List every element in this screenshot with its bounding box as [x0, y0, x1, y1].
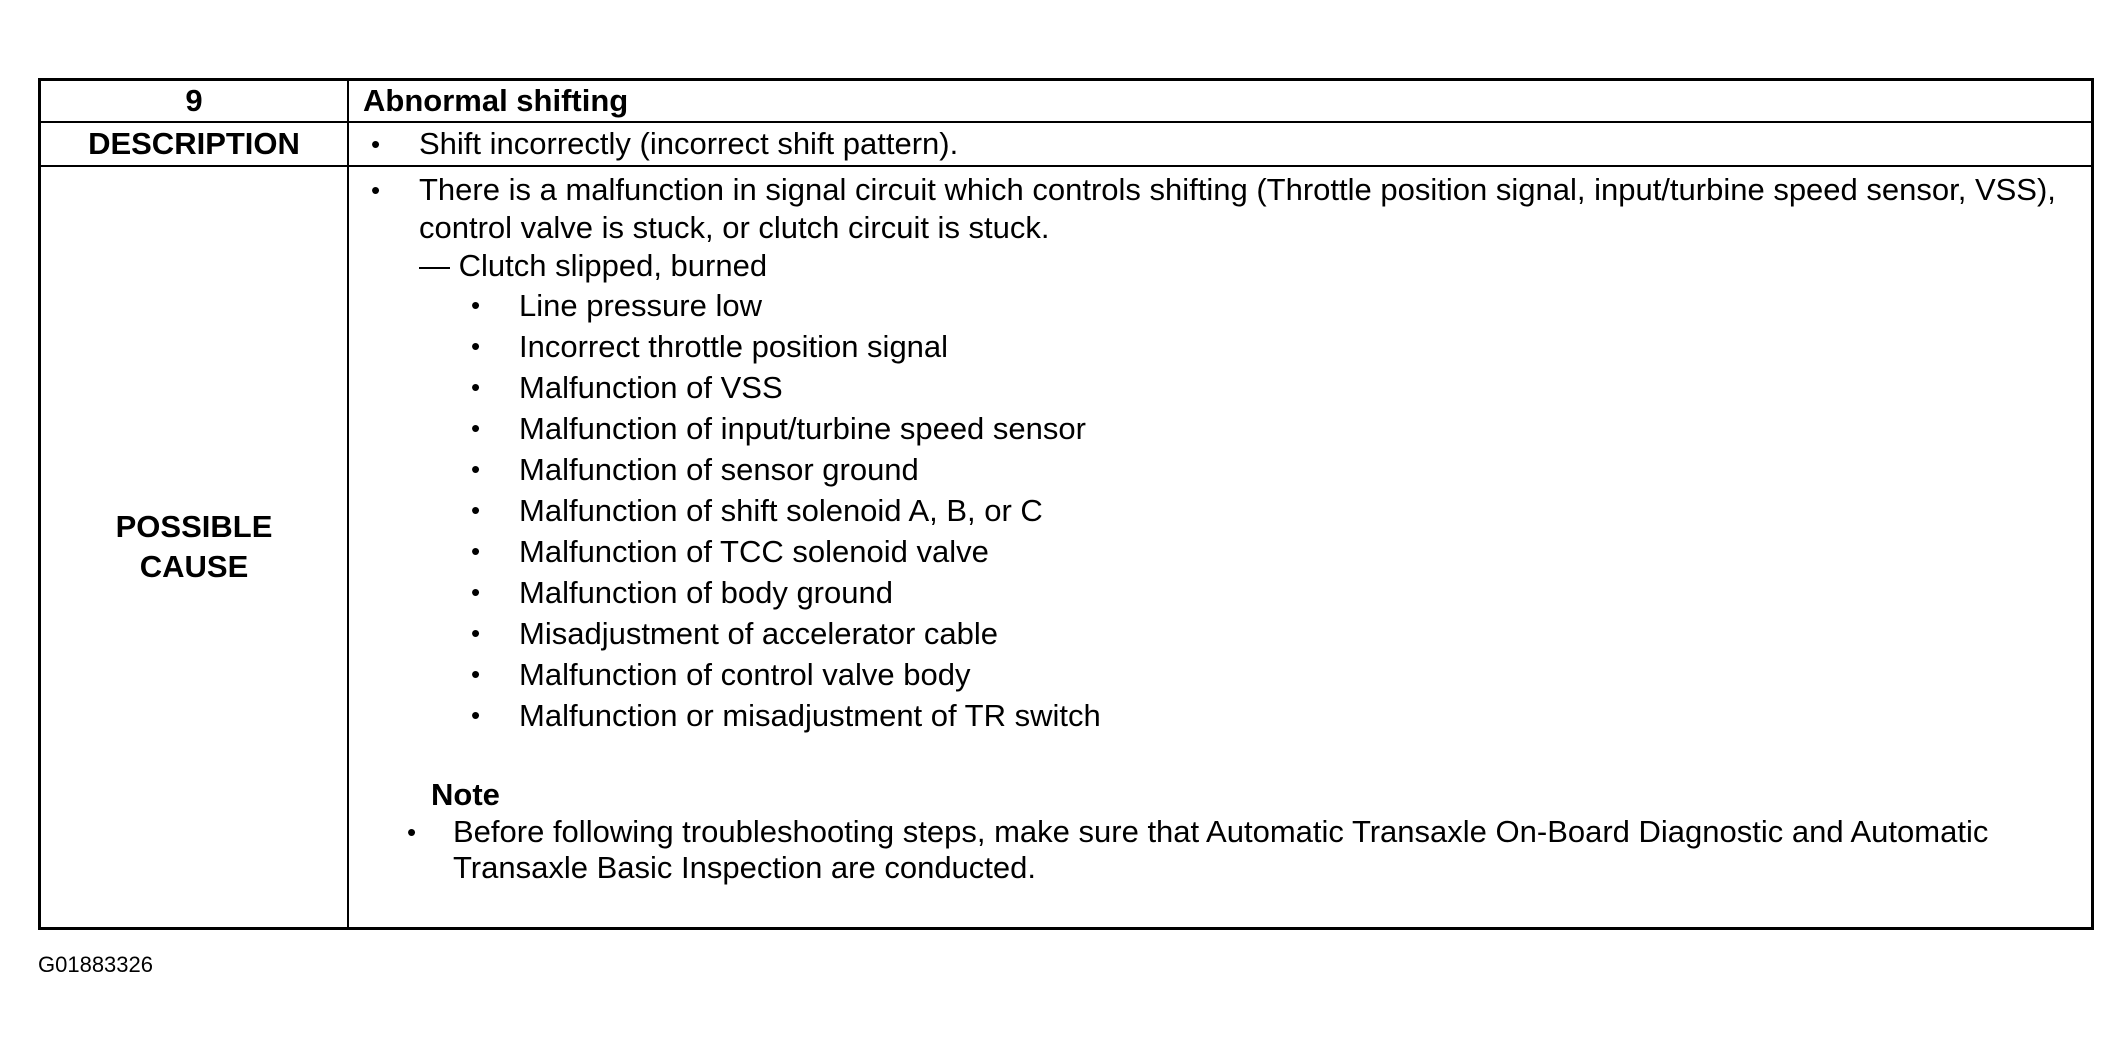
cause-main-text: There is a malfunction in signal circuit which controls shifting (Throttle position signal, input/turbine speed sensor, VSS), control valve is stuck, or clutch circuit is stuck.	[419, 172, 2056, 245]
bullet-icon: •	[471, 290, 481, 320]
list-item	[471, 490, 2071, 531]
possible-cause-label-line2: CAUSE	[139, 549, 249, 584]
bullet-icon: •	[471, 495, 481, 525]
bullet-icon: •	[471, 659, 481, 689]
bullet-icon: •	[471, 536, 481, 566]
bullet-icon: •	[371, 175, 381, 205]
list-item	[471, 531, 2071, 572]
bullet-icon: •	[371, 129, 381, 159]
cause-list	[471, 285, 2071, 736]
bullet-icon: •	[471, 331, 481, 361]
bullet-icon: •	[407, 817, 417, 847]
list-item	[471, 367, 2071, 408]
list-item-text: Malfunction of control valve body	[519, 657, 971, 692]
bullet-icon: •	[471, 700, 481, 730]
list-item	[471, 572, 2071, 613]
step-title: Abnormal shifting	[349, 81, 2091, 123]
possible-cause-cell	[349, 167, 2091, 927]
list-item	[471, 285, 2071, 326]
list-item-text: Malfunction of sensor ground	[519, 452, 919, 487]
note-text: Before following troubleshooting steps, make sure that Automatic Transaxle On-Board Diagnostic and Automatic Transaxle Basic Inspection are conducted.	[453, 814, 1989, 885]
bullet-icon: •	[471, 413, 481, 443]
possible-cause-label	[41, 167, 349, 927]
cause-subheading: — Clutch slipped, burned	[419, 248, 768, 283]
list-item-text: Malfunction or misadjustment of TR switch	[519, 698, 1101, 733]
figure-id: G01883326	[38, 952, 153, 977]
list-item-text: Line pressure low	[519, 288, 762, 323]
list-item-text: Malfunction of VSS	[519, 370, 783, 405]
possible-cause-label-line1: POSSIBLE	[115, 509, 273, 544]
bullet-icon: •	[471, 577, 481, 607]
description-cell	[349, 123, 2091, 167]
bullet-icon: •	[471, 372, 481, 402]
list-item-text: Malfunction of shift solenoid A, B, or C	[519, 493, 1043, 528]
bullet-icon: •	[471, 454, 481, 484]
troubleshooting-table	[38, 78, 2094, 930]
list-item	[471, 326, 2071, 367]
list-item	[471, 654, 2071, 695]
note-title: Note	[431, 777, 500, 812]
cause-main-item	[371, 171, 2071, 247]
list-item	[471, 695, 2071, 736]
list-item	[471, 613, 2071, 654]
list-item	[471, 408, 2071, 449]
description-text: Shift incorrectly (incorrect shift pattern).	[419, 126, 959, 161]
list-item-text: Malfunction of TCC solenoid valve	[519, 534, 989, 569]
note-item	[371, 814, 2071, 886]
step-number: 9	[41, 81, 349, 123]
list-item	[471, 449, 2071, 490]
list-item-text: Malfunction of input/turbine speed sensor	[519, 411, 1086, 446]
description-label: DESCRIPTION	[41, 123, 349, 167]
list-item-text: Misadjustment of accelerator cable	[519, 616, 999, 651]
list-item-text: Incorrect throttle position signal	[519, 329, 949, 364]
list-item-text: Malfunction of body ground	[519, 575, 893, 610]
bullet-icon: •	[471, 618, 481, 648]
